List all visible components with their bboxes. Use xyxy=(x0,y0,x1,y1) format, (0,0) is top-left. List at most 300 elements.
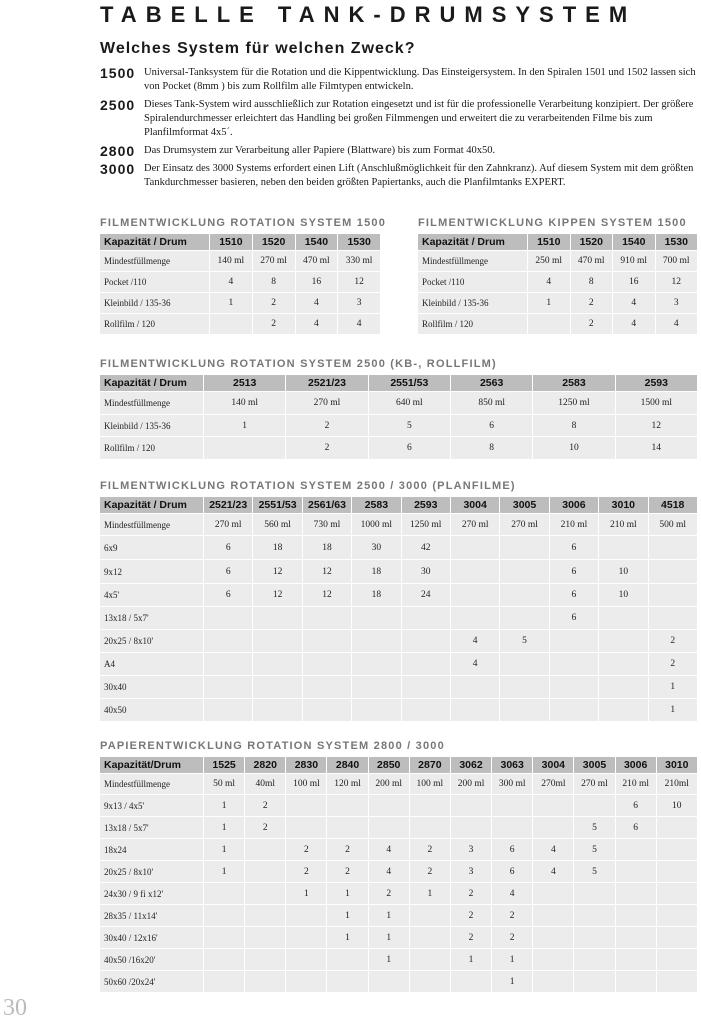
table-cell xyxy=(352,676,401,699)
table-cell: 6 xyxy=(204,584,253,607)
column-header: 2563 xyxy=(450,375,532,392)
table-cell: 4 xyxy=(528,272,571,293)
table-cell xyxy=(450,584,499,607)
table-cell: 270 ml xyxy=(204,514,253,536)
table-cell xyxy=(648,560,697,584)
table-cell: 1 xyxy=(327,905,368,927)
table-cell xyxy=(574,949,615,971)
table-cell xyxy=(409,927,450,949)
table-cell: 4 xyxy=(338,314,381,335)
table-cell xyxy=(352,653,401,676)
table-cell: 12 xyxy=(253,584,302,607)
table-header-row xyxy=(100,234,381,251)
system-descriptions xyxy=(100,66,696,194)
table-row xyxy=(100,415,698,437)
table-header-row xyxy=(100,497,698,514)
column-header: 1510 xyxy=(210,234,253,251)
row-label: 9x13 / 4x5' xyxy=(100,795,204,817)
table-cell xyxy=(286,949,327,971)
table-cell xyxy=(599,676,648,699)
table-cell xyxy=(302,699,351,722)
row-label: 30x40 / 12x16' xyxy=(100,927,204,949)
table-cell: 4 xyxy=(368,861,409,883)
column-header: 2561/63 xyxy=(302,497,351,514)
column-header: 3004 xyxy=(450,497,499,514)
table-cell xyxy=(302,653,351,676)
row-label: Rollfilm / 120 xyxy=(418,314,528,335)
table-cell: 120 ml xyxy=(327,774,368,795)
table-row xyxy=(100,861,698,883)
table-cell xyxy=(409,795,450,817)
table-cell xyxy=(656,861,697,883)
table-cell: 4 xyxy=(492,883,533,905)
table-cell xyxy=(533,927,574,949)
page-title: TABELLE TANK-DRUMSYSTEM xyxy=(100,2,637,27)
table-cell xyxy=(286,927,327,949)
column-header: 2593 xyxy=(615,375,697,392)
table-cell xyxy=(409,949,450,971)
table-cell: 270 ml xyxy=(450,514,499,536)
table-row xyxy=(100,817,698,839)
table-cell: 270 ml xyxy=(500,514,549,536)
column-header: 3010 xyxy=(599,497,648,514)
table-cell: 1 xyxy=(286,883,327,905)
table-cell xyxy=(656,927,697,949)
system-number: 2500 xyxy=(100,97,136,113)
row-label: Kleinbild / 135-36 xyxy=(100,293,210,314)
table-row xyxy=(100,584,698,607)
table-cell xyxy=(599,630,648,653)
row-label: Kleinbild / 135-36 xyxy=(418,293,528,314)
table-cell: 24 xyxy=(401,584,450,607)
table-cell: 200 ml xyxy=(450,774,491,795)
table-cell xyxy=(327,949,368,971)
table-cell: 210 ml xyxy=(549,514,598,536)
system-text: Dieses Tank-System wird ausschließlich zur Rotation eingesetzt und ist für die professionelle Verarbeitung konzipiert. Der größere Spiralendurchmesser erleichtert das Handling bei großen Filmmengen und erweitert die zu verarbeitenden Filme bis zum Planfilmformat 4x5´. xyxy=(144,99,694,138)
table-cell: 8 xyxy=(252,272,295,293)
table-cell: 10 xyxy=(656,795,697,817)
table-cell xyxy=(253,699,302,722)
table-cell xyxy=(500,560,549,584)
table-cell: 3 xyxy=(450,861,491,883)
table-cell: 2 xyxy=(286,415,368,437)
table-row xyxy=(100,839,698,861)
table-cell xyxy=(656,971,697,993)
table-row xyxy=(100,883,698,905)
table-cell xyxy=(615,905,656,927)
column-header-label: Kapazität / Drum xyxy=(100,234,210,251)
table-cell xyxy=(549,676,598,699)
row-label: Pocket /110 xyxy=(100,272,210,293)
column-header-label: Kapazität / Drum xyxy=(418,234,528,251)
row-label: 20x25 / 8x10' xyxy=(100,630,204,653)
table-cell: 1 xyxy=(409,883,450,905)
column-header: 1525 xyxy=(204,757,245,774)
column-header: 3005 xyxy=(500,497,549,514)
table-cell: 6 xyxy=(549,536,598,560)
table-cell: 1 xyxy=(204,795,245,817)
row-label: 40x50 xyxy=(100,699,204,722)
column-header: 1520 xyxy=(570,234,613,251)
table-cell xyxy=(574,971,615,993)
table-cell xyxy=(302,607,351,630)
table-cell xyxy=(648,607,697,630)
table-cell xyxy=(500,699,549,722)
table-cell: 6 xyxy=(549,584,598,607)
table-cell: 1 xyxy=(204,415,286,437)
table-cell: 30 xyxy=(352,536,401,560)
table-cell: 470 ml xyxy=(295,251,338,272)
table-cell: 8 xyxy=(450,437,532,460)
table-cell xyxy=(204,883,245,905)
table-cell: 1 xyxy=(368,905,409,927)
column-header: 2583 xyxy=(533,375,615,392)
row-label: 6x9 xyxy=(100,536,204,560)
table-row xyxy=(100,560,698,584)
table-cell: 18 xyxy=(352,560,401,584)
table-row xyxy=(418,314,698,335)
table-cell: 2 xyxy=(245,795,286,817)
table-cell xyxy=(533,817,574,839)
table-cell: 700 ml xyxy=(655,251,698,272)
table-row xyxy=(100,971,698,993)
table-row xyxy=(100,653,698,676)
table-cell: 4 xyxy=(210,272,253,293)
system-description xyxy=(100,66,696,94)
row-label: Mindestfüllmenge xyxy=(100,392,204,415)
table-cell xyxy=(615,927,656,949)
table-row xyxy=(100,251,381,272)
table-cell: 4 xyxy=(655,314,698,335)
row-label: Pocket /110 xyxy=(418,272,528,293)
system-text: Universal-Tanksystem für die Rotation und die Kippentwicklung. Das Einsteigersystem. In den Spiralen 1501 und 1502 lassen sich von Pocket (8mm ) bis zum Rollfilm alle Filmtypen entwickeln. xyxy=(144,67,696,92)
table-row xyxy=(100,293,381,314)
table-cell: 4 xyxy=(533,861,574,883)
table-cell: 6 xyxy=(204,536,253,560)
table-cell xyxy=(368,971,409,993)
table-cell: 140 ml xyxy=(210,251,253,272)
column-header: 3062 xyxy=(450,757,491,774)
table-row xyxy=(100,437,698,460)
table-cell: 560 ml xyxy=(253,514,302,536)
table-cell: 6 xyxy=(368,437,450,460)
table-cell xyxy=(450,699,499,722)
table-cell: 2 xyxy=(286,861,327,883)
column-header: 1510 xyxy=(528,234,571,251)
table-row xyxy=(100,949,698,971)
table-cell xyxy=(533,795,574,817)
table-cell xyxy=(500,607,549,630)
column-header: 2583 xyxy=(352,497,401,514)
table-cell: 40ml xyxy=(245,774,286,795)
table-cell xyxy=(245,905,286,927)
table-cell: 30 xyxy=(401,560,450,584)
table-cell: 2 xyxy=(492,905,533,927)
column-header: 3063 xyxy=(492,757,533,774)
table-cell: 12 xyxy=(338,272,381,293)
table-cell xyxy=(615,861,656,883)
column-header-label: Kapazität / Drum xyxy=(100,497,204,514)
page-subtitle: Welches System für welchen Zweck? xyxy=(100,40,416,57)
table-cell xyxy=(245,949,286,971)
table-cell xyxy=(368,795,409,817)
table-row xyxy=(100,927,698,949)
table-cell: 12 xyxy=(302,584,351,607)
table-cell xyxy=(245,971,286,993)
table-cell: 270ml xyxy=(533,774,574,795)
table-cell: 1 xyxy=(492,971,533,993)
row-label: Rollfilm / 120 xyxy=(100,437,204,460)
table-cell: 470 ml xyxy=(570,251,613,272)
table-cell xyxy=(352,607,401,630)
table-cell xyxy=(204,905,245,927)
table-cell xyxy=(245,839,286,861)
table-cell xyxy=(204,676,253,699)
column-header: 3005 xyxy=(574,757,615,774)
table-cell: 2 xyxy=(570,293,613,314)
table-cell: 3 xyxy=(655,293,698,314)
table-cell xyxy=(253,607,302,630)
column-header: 2551/53 xyxy=(368,375,450,392)
table-cell xyxy=(533,949,574,971)
column-header: 2840 xyxy=(327,757,368,774)
table-cell: 1 xyxy=(327,927,368,949)
table-row xyxy=(100,630,698,653)
table-cell: 2 xyxy=(409,839,450,861)
table-cell: 2 xyxy=(286,437,368,460)
table-cell: 4 xyxy=(295,314,338,335)
table-row xyxy=(418,272,698,293)
table-header-row xyxy=(100,757,698,774)
table-cell: 1 xyxy=(204,861,245,883)
table-cell xyxy=(574,795,615,817)
table-cell: 3 xyxy=(450,839,491,861)
table-cell xyxy=(401,653,450,676)
table-cell: 1 xyxy=(648,676,697,699)
table-cell: 1 xyxy=(210,293,253,314)
table-header-row xyxy=(100,375,698,392)
column-header-label: Kapazität/Drum xyxy=(100,757,204,774)
table-cell: 10 xyxy=(599,560,648,584)
table-cell xyxy=(492,795,533,817)
table-cell xyxy=(615,949,656,971)
table-cell: 2 xyxy=(409,861,450,883)
table-cell: 2 xyxy=(492,927,533,949)
table-cell xyxy=(500,676,549,699)
table-title-papier: PAPIERENTWICKLUNG ROTATION SYSTEM 2800 / 3000 xyxy=(100,740,445,752)
row-label: 40x50 /16x20' xyxy=(100,949,204,971)
system-text: Das Drumsystem zur Verarbeitung aller Papiere (Blattware) bis zum Format 40x50. xyxy=(144,145,496,156)
table-cell: 2 xyxy=(252,314,295,335)
column-header: 1540 xyxy=(295,234,338,251)
table-cell xyxy=(533,905,574,927)
table-cell: 4 xyxy=(613,293,656,314)
table-cell: 500 ml xyxy=(648,514,697,536)
table-cell: 3 xyxy=(338,293,381,314)
column-header: 2513 xyxy=(204,375,286,392)
table-cell: 210ml xyxy=(656,774,697,795)
table-cell xyxy=(245,861,286,883)
table-cell xyxy=(302,630,351,653)
table-cell xyxy=(286,795,327,817)
table-cell: 5 xyxy=(574,817,615,839)
table-cell: 100 ml xyxy=(409,774,450,795)
page-number: 30 xyxy=(3,995,27,1021)
row-label: 9x12 xyxy=(100,560,204,584)
row-label: Kleinbild / 135-36 xyxy=(100,415,204,437)
table-cell xyxy=(450,536,499,560)
table-cell: 1 xyxy=(492,949,533,971)
table-cell xyxy=(204,607,253,630)
table-cell: 2 xyxy=(286,839,327,861)
table-title-kippen-1500: FILMENTWICKLUNG KIPPEN SYSTEM 1500 xyxy=(418,217,687,229)
column-header: 1530 xyxy=(338,234,381,251)
table-row xyxy=(100,774,698,795)
table-cell xyxy=(599,699,648,722)
table-cell xyxy=(286,971,327,993)
table-cell xyxy=(401,607,450,630)
column-header: 2820 xyxy=(245,757,286,774)
table-cell xyxy=(245,883,286,905)
table-cell xyxy=(253,630,302,653)
table-cell xyxy=(599,653,648,676)
table-cell xyxy=(204,699,253,722)
row-label: 18x24 xyxy=(100,839,204,861)
table-cell: 100 ml xyxy=(286,774,327,795)
table-cell: 1 xyxy=(368,927,409,949)
table-cell xyxy=(204,630,253,653)
table-cell: 6 xyxy=(615,817,656,839)
table-cell xyxy=(450,817,491,839)
table-row xyxy=(100,392,698,415)
table-cell xyxy=(253,653,302,676)
table-row xyxy=(100,699,698,722)
table-cell xyxy=(327,817,368,839)
table-cell: 16 xyxy=(613,272,656,293)
table-cell xyxy=(599,536,648,560)
column-header: 2850 xyxy=(368,757,409,774)
table-cell xyxy=(500,584,549,607)
column-header-label: Kapazität / Drum xyxy=(100,375,204,392)
table-cell: 6 xyxy=(492,839,533,861)
table-cell: 6 xyxy=(204,560,253,584)
table-rotation-1500 xyxy=(99,233,381,335)
table-cell xyxy=(574,883,615,905)
table-cell: 5 xyxy=(574,861,615,883)
table-cell: 5 xyxy=(368,415,450,437)
table-cell: 2 xyxy=(648,630,697,653)
table-cell: 210 ml xyxy=(599,514,648,536)
table-cell xyxy=(656,839,697,861)
table-planfilme xyxy=(99,496,698,722)
table-cell: 250 ml xyxy=(528,251,571,272)
table-cell xyxy=(204,949,245,971)
table-cell xyxy=(549,699,598,722)
column-header: 3006 xyxy=(549,497,598,514)
table-row xyxy=(100,607,698,630)
system-description xyxy=(100,98,696,140)
table-cell: 4 xyxy=(295,293,338,314)
table-title-planfilme: FILMENTWICKLUNG ROTATION SYSTEM 2500 / 3000 (PLANFILME) xyxy=(100,480,516,492)
table-cell: 1 xyxy=(204,817,245,839)
table-cell: 210 ml xyxy=(615,774,656,795)
table-cell xyxy=(599,607,648,630)
table-cell: 1 xyxy=(368,949,409,971)
table-cell xyxy=(204,927,245,949)
table-cell xyxy=(648,536,697,560)
table-title-rotation-1500: FILMENTWICKLUNG ROTATION SYSTEM 1500 xyxy=(100,217,387,229)
table-cell xyxy=(656,949,697,971)
column-header: 2521/23 xyxy=(286,375,368,392)
table-cell: 12 xyxy=(615,415,697,437)
table-kippen-1500 xyxy=(417,233,698,335)
table-cell xyxy=(286,817,327,839)
table-cell: 12 xyxy=(655,272,698,293)
row-label: 50x60 /20x24' xyxy=(100,971,204,993)
table-cell xyxy=(648,584,697,607)
table-cell: 4 xyxy=(450,653,499,676)
table-cell xyxy=(450,971,491,993)
table-cell: 8 xyxy=(570,272,613,293)
system-number: 1500 xyxy=(100,65,136,81)
column-header: 2551/53 xyxy=(253,497,302,514)
table-cell xyxy=(500,653,549,676)
column-header: 1520 xyxy=(252,234,295,251)
table-cell xyxy=(533,971,574,993)
table-cell: 6 xyxy=(450,415,532,437)
table-cell: 6 xyxy=(549,607,598,630)
table-cell xyxy=(574,905,615,927)
table-cell xyxy=(401,699,450,722)
table-cell xyxy=(533,883,574,905)
table-cell xyxy=(409,971,450,993)
table-cell: 270 ml xyxy=(286,392,368,415)
row-label: 20x25 / 8x10' xyxy=(100,861,204,883)
table-cell: 330 ml xyxy=(338,251,381,272)
column-header: 2830 xyxy=(286,757,327,774)
system-text: Der Einsatz des 3000 Systems erfordert einen Lift (Anschlußmöglichkeit für den Zahnkranz). Auf diesem System mit dem größten Tankdurchmesser basieren, neben den beiden größten Papiertanks, auch die Planfilmtanks EXPERT. xyxy=(144,163,694,188)
table-cell: 140 ml xyxy=(204,392,286,415)
row-label: 13x18 / 5x7' xyxy=(100,607,204,630)
table-cell: 6 xyxy=(549,560,598,584)
table-row xyxy=(100,514,698,536)
table-cell xyxy=(656,883,697,905)
table-papier xyxy=(99,756,698,993)
system-number: 2800 xyxy=(100,143,136,159)
table-cell: 2 xyxy=(252,293,295,314)
table-cell xyxy=(549,653,598,676)
table-cell xyxy=(615,839,656,861)
table-row xyxy=(100,795,698,817)
table-cell xyxy=(210,314,253,335)
table-cell xyxy=(368,817,409,839)
table-cell xyxy=(253,676,302,699)
table-cell xyxy=(204,971,245,993)
table-row xyxy=(418,293,698,314)
table-cell: 2 xyxy=(648,653,697,676)
table-row xyxy=(100,272,381,293)
table-cell xyxy=(549,630,598,653)
table-cell xyxy=(450,676,499,699)
table-cell xyxy=(204,653,253,676)
row-label: 24x30 / 9 fi x12' xyxy=(100,883,204,905)
table-cell: 270 ml xyxy=(574,774,615,795)
table-cell xyxy=(656,905,697,927)
table-cell: 10 xyxy=(599,584,648,607)
table-cell xyxy=(327,971,368,993)
table-row xyxy=(100,536,698,560)
table-cell: 270 ml xyxy=(252,251,295,272)
